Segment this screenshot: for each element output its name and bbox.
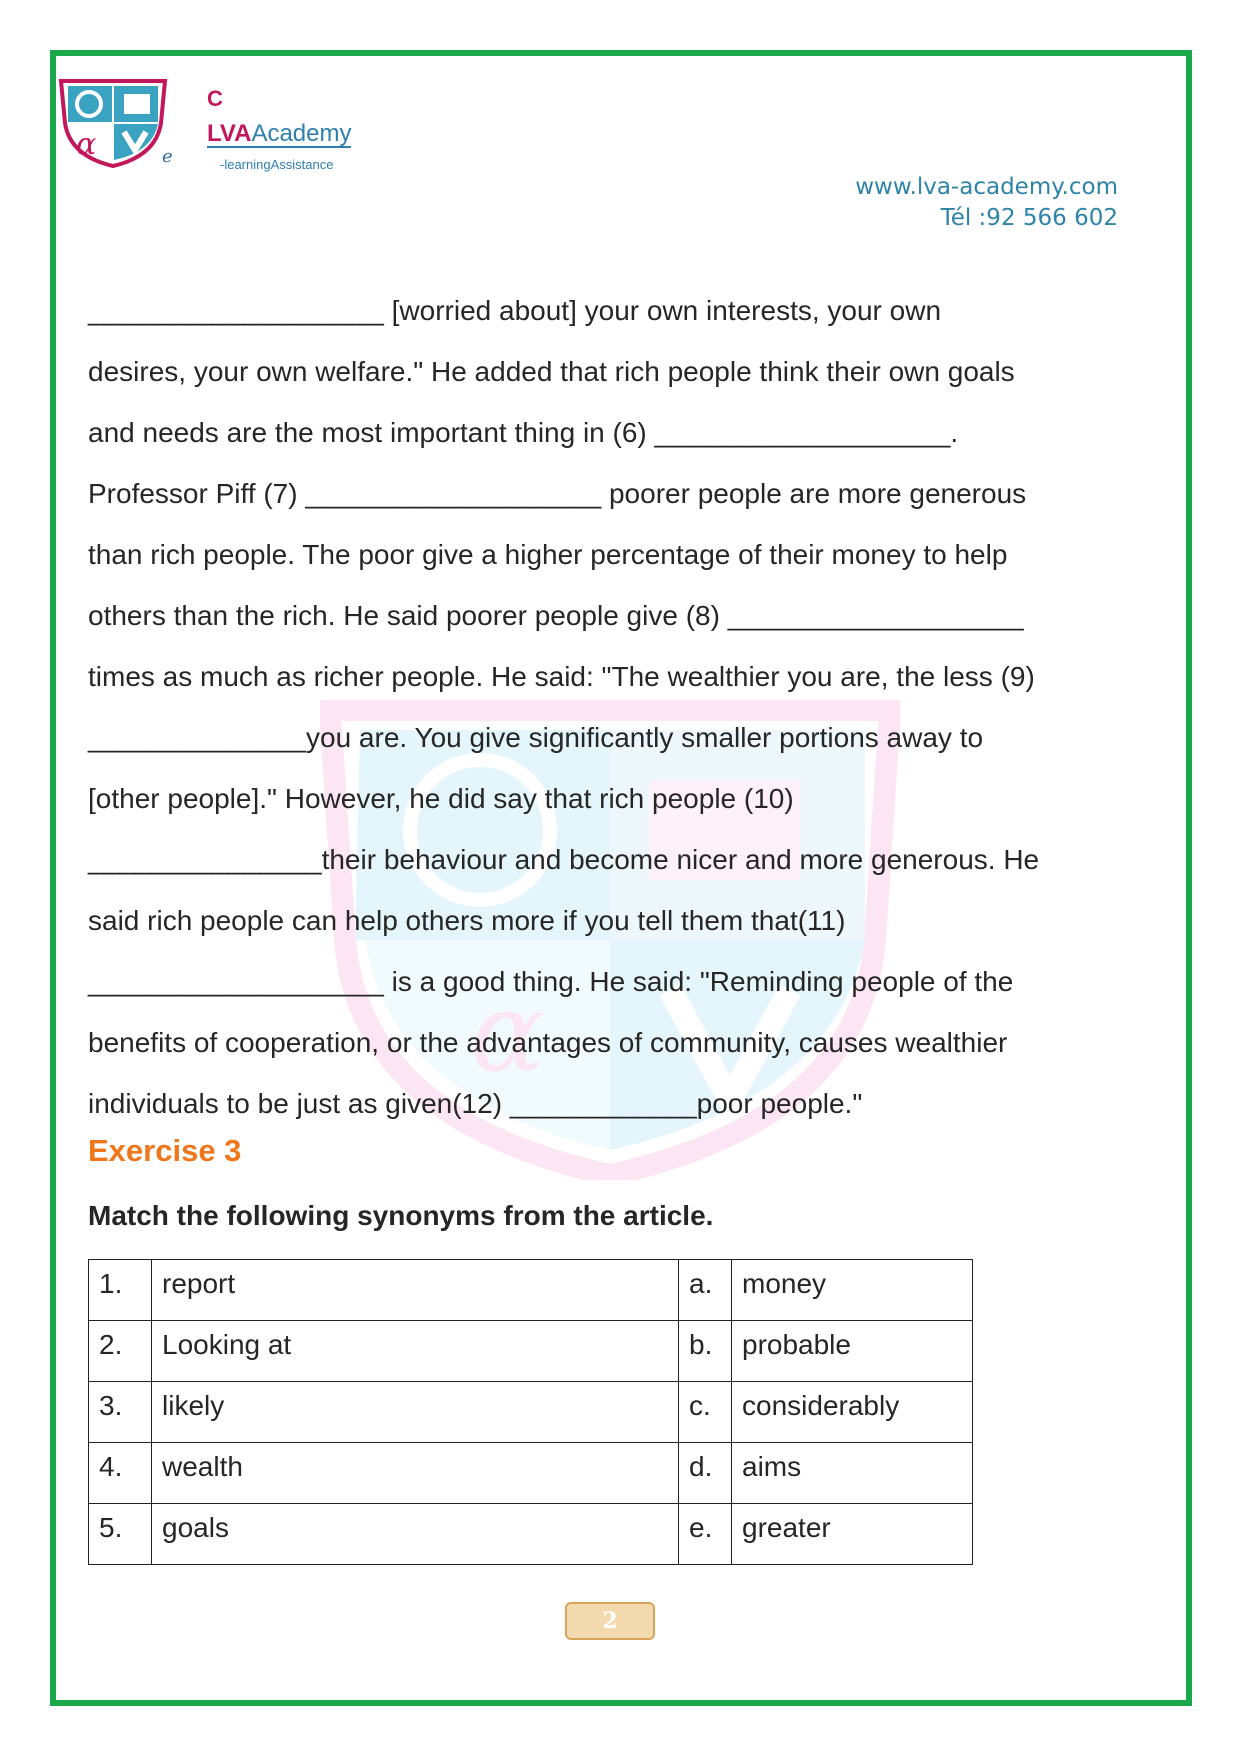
term-cell: Looking at <box>152 1321 679 1382</box>
table-row <box>89 1382 973 1443</box>
table-row <box>89 1321 973 1382</box>
contact-info <box>855 172 1118 234</box>
passage-line: [other people]." However, he did say that rich people (10) <box>88 783 794 814</box>
passage-line: times as much as richer people. He said: "The wealthier you are, the less (9) <box>88 661 1035 692</box>
passage-line: than rich people. The poor give a higher percentage of their money to help <box>88 539 1008 570</box>
passage-line: benefits of cooperation, or the advantages of community, causes wealthier <box>88 1027 1008 1058</box>
brand-academy: Academy <box>251 120 352 147</box>
table-row <box>89 1504 973 1565</box>
svg-text:α: α <box>76 127 97 162</box>
row-number: 3. <box>89 1382 152 1443</box>
synonym-cell: greater <box>732 1504 973 1565</box>
table-row <box>89 1443 973 1504</box>
row-letter: c. <box>679 1382 732 1443</box>
passage-line: and needs are the most important thing in (6) ___________________. <box>88 417 959 448</box>
brand-subtitle: -learningAssistance <box>220 157 334 172</box>
passage-line: desires, your own welfare." He added that rich people think their own goals <box>88 356 1015 387</box>
row-letter: b. <box>679 1321 732 1382</box>
brand-lva: LVA <box>207 120 252 147</box>
passage-line: ______________you are. You give significantly smaller portions away to <box>88 722 984 753</box>
passage-line: ___________________ is a good thing. He said: "Reminding people of the <box>88 966 1014 997</box>
term-cell: goals <box>152 1504 679 1565</box>
passage-text <box>88 280 1148 1134</box>
exercise-instruction: Match the following synonyms from the article. <box>88 1200 714 1231</box>
row-number: 5. <box>89 1504 152 1565</box>
row-letter: e. <box>679 1504 732 1565</box>
passage-line: Professor Piff (7) ___________________ poorer people are more generous <box>88 478 1027 509</box>
synonym-match-table <box>88 1259 973 1565</box>
term-cell: wealth <box>152 1443 679 1504</box>
passage-line: individuals to be just as given(12) ____________poor people." <box>88 1088 863 1119</box>
svg-text:α: α <box>470 968 545 1096</box>
lva-logo <box>58 78 168 168</box>
brand-e: e <box>162 146 173 167</box>
website-link[interactable]: www.lva-academy.com <box>855 174 1118 200</box>
term-cell: report <box>152 1260 679 1321</box>
synonym-cell: aims <box>732 1443 973 1504</box>
row-number: 1. <box>89 1260 152 1321</box>
synonym-cell: probable <box>732 1321 973 1382</box>
synonym-cell: considerably <box>732 1382 973 1443</box>
synonym-cell: money <box>732 1260 973 1321</box>
phone-number: Tél :92 566 602 <box>940 205 1118 231</box>
row-letter: d. <box>679 1443 732 1504</box>
term-cell: likely <box>152 1382 679 1443</box>
passage-line: ___________________ [worried about] your own interests, your own <box>88 295 942 326</box>
page-number: 2 <box>565 1602 655 1640</box>
brand-name <box>207 122 351 148</box>
passage-line: said rich people can help others more if you tell them that(11) <box>88 905 846 936</box>
passage-line: others than the rich. He said poorer people give (8) ___________________ <box>88 600 1024 631</box>
exercise-title: Exercise 3 <box>88 1133 242 1168</box>
row-number: 2. <box>89 1321 152 1382</box>
brand-c: C <box>207 86 223 111</box>
passage-line: _______________their behaviour and become nicer and more generous. He <box>88 844 1040 875</box>
row-number: 4. <box>89 1443 152 1504</box>
row-letter: a. <box>679 1260 732 1321</box>
table-row <box>89 1260 973 1321</box>
